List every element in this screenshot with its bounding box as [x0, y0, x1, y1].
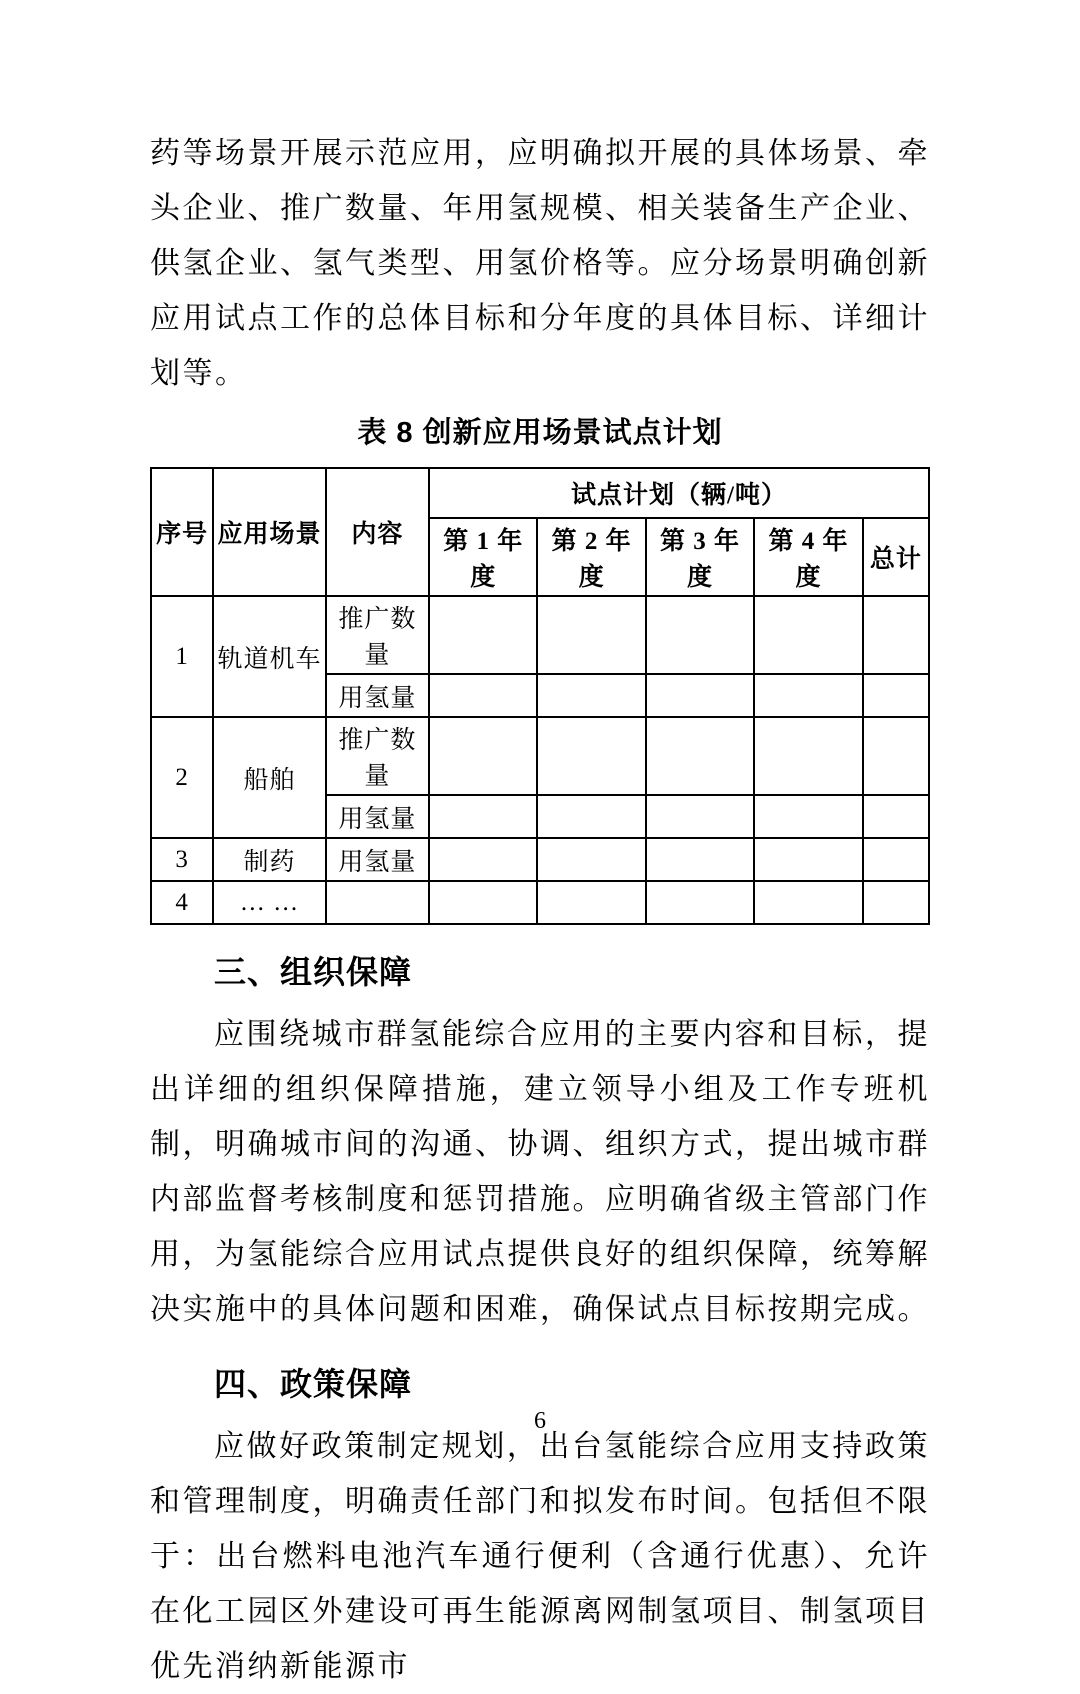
empty-cell — [863, 596, 929, 674]
row-no: 3 — [151, 838, 213, 881]
empty-cell — [429, 881, 537, 924]
row-content: 用氢量 — [326, 674, 429, 717]
col-header-year-2: 第 2 年度 — [537, 518, 645, 596]
row-no: 2 — [151, 717, 213, 838]
empty-cell — [863, 717, 929, 795]
table-title: 表 8 创新应用场景试点计划 — [357, 417, 723, 449]
empty-cell — [429, 795, 537, 838]
empty-cell — [537, 795, 645, 838]
row-scenario: 轨道机车 — [213, 596, 325, 717]
empty-cell — [537, 838, 645, 881]
empty-cell — [537, 881, 645, 924]
empty-cell — [754, 596, 862, 674]
col-header-total: 总计 — [863, 518, 929, 596]
empty-cell — [863, 674, 929, 717]
col-header-year-4: 第 4 年度 — [754, 518, 862, 596]
empty-cell — [754, 838, 862, 881]
col-header-scenario: 应用场景 — [213, 468, 325, 596]
col-header-year-1: 第 1 年度 — [429, 518, 537, 596]
empty-cell — [863, 838, 929, 881]
table-row — [151, 596, 929, 674]
row-no: 4 — [151, 881, 213, 924]
row-content — [326, 881, 429, 924]
empty-cell — [754, 795, 862, 838]
empty-cell — [429, 717, 537, 795]
empty-cell — [754, 881, 862, 924]
empty-cell — [863, 795, 929, 838]
col-header-plan: 试点计划（辆/吨） — [429, 468, 929, 518]
section4-paragraph: 应做好政策制定规划，出台氢能综合应用支持政策和管理制度，明确责任部门和拟发布时间。包括但不限于：出台燃料电池汽车通行便利（含通行优惠）、允许在化工园区外建设可再生能源离网制氢项目、制氢项目优先消纳新能源市 — [150, 1430, 930, 1683]
empty-cell — [863, 881, 929, 924]
table-header-row-1 — [151, 468, 929, 518]
empty-cell — [537, 674, 645, 717]
table-row — [151, 838, 929, 881]
row-content: 推广数量 — [326, 596, 429, 674]
empty-cell — [429, 596, 537, 674]
intro-paragraph: 药等场景开展示范应用，应明确拟开展的具体场景、牵头企业、推广数量、年用氢规模、相关装备生产企业、供氢企业、氢气类型、用氢价格等。应分场景明确创新应用试点工作的总体目标和分年度的具体目标、详细计划等。 — [150, 137, 930, 390]
row-scenario: 船舶 — [213, 717, 325, 838]
empty-cell — [646, 838, 754, 881]
empty-cell — [429, 674, 537, 717]
col-header-year-3: 第 3 年度 — [646, 518, 754, 596]
empty-cell — [646, 795, 754, 838]
row-no: 1 — [151, 596, 213, 717]
empty-cell — [646, 596, 754, 674]
row-content: 用氢量 — [326, 838, 429, 881]
page-number: 6 — [534, 1408, 546, 1434]
empty-cell — [646, 717, 754, 795]
row-content: 推广数量 — [326, 717, 429, 795]
empty-cell — [646, 881, 754, 924]
section4-heading: 四、政策保障 — [214, 1366, 413, 1402]
empty-cell — [429, 838, 537, 881]
row-scenario: 制药 — [213, 838, 325, 881]
section3-heading: 三、组织保障 — [214, 954, 413, 990]
table-row — [151, 717, 929, 795]
section3-paragraph: 应围绕城市群氢能综合应用的主要内容和目标，提出详细的组织保障措施，建立领导小组及工作专班机制，明确城市间的沟通、协调、组织方式，提出城市群内部监督考核制度和惩罚措施。应明确省级主管部门作用，为氢能综合应用试点提供良好的组织保障，统筹解决实施中的具体问题和困难，确保试点目标按期完成。 — [150, 1018, 930, 1326]
row-scenario: … … — [213, 881, 325, 924]
empty-cell — [646, 674, 754, 717]
col-header-content: 内容 — [326, 468, 429, 596]
empty-cell — [754, 717, 862, 795]
table-row — [151, 881, 929, 924]
empty-cell — [537, 717, 645, 795]
pilot-plan-table — [150, 467, 930, 925]
empty-cell — [537, 596, 645, 674]
col-header-no: 序号 — [151, 468, 213, 596]
row-content: 用氢量 — [326, 795, 429, 838]
empty-cell — [754, 674, 862, 717]
